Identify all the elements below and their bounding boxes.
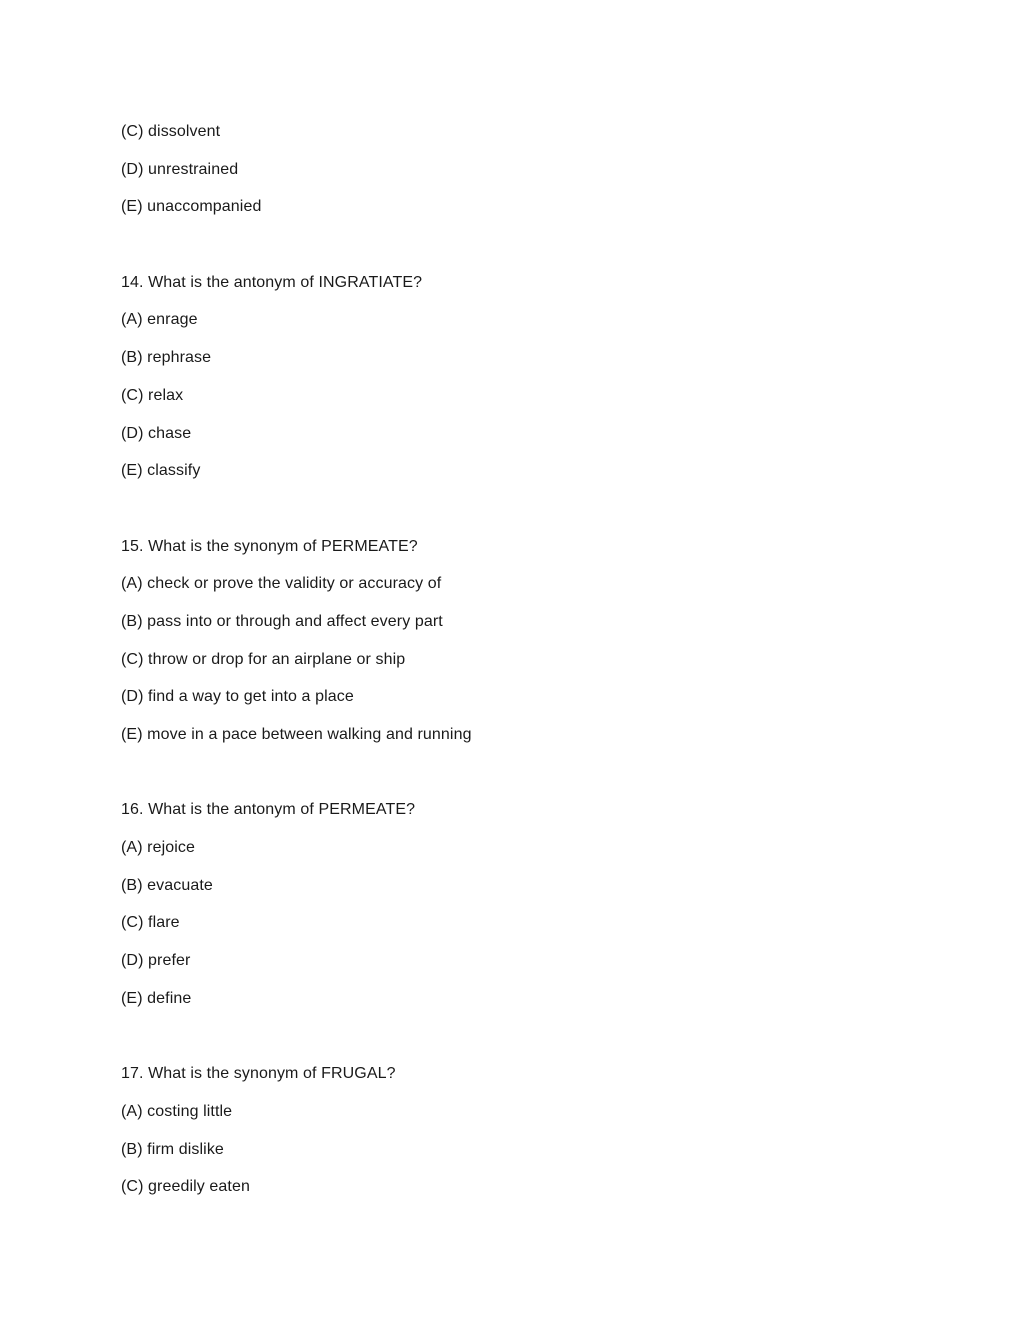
option-line: (C) greedily eaten (121, 1178, 250, 1196)
option-line: (C) throw or drop for an airplane or ship (121, 650, 406, 668)
question-text: 16. What is the antonym of PERMEATE? (121, 801, 416, 819)
option-line: (B) rephrase (121, 349, 212, 367)
option-line: (B) firm dislike (121, 1140, 224, 1158)
option-line: (E) move in a pace between walking and running (121, 726, 472, 743)
block-spacer (121, 761, 941, 799)
option-line: (E) classify (121, 462, 201, 480)
block-spacer (121, 233, 941, 271)
block-spacer (121, 1025, 941, 1063)
option-line: (A) costing little (121, 1102, 233, 1120)
option-line: (D) prefer (121, 952, 191, 970)
option-line: (C) relax (121, 386, 184, 404)
option-line: (B) pass into or through and affect every part (121, 612, 443, 630)
option-line: (A) rejoice (121, 839, 196, 857)
option-line: (D) unrestrained (121, 160, 239, 178)
option-line: (A) enrage (121, 311, 198, 329)
option-line: (B) evacuate (121, 876, 213, 894)
question-block (121, 798, 941, 1010)
question-block (121, 535, 941, 747)
question-text: 15. What is the synonym of PERMEATE? (121, 537, 418, 555)
question-block (121, 271, 941, 483)
question-text: 17. What is the synonym of FRUGAL? (121, 1065, 396, 1083)
question-block (121, 1062, 941, 1199)
option-line: (E) unaccompanied (121, 198, 262, 216)
option-line: (D) chase (121, 424, 192, 442)
question-text: 14. What is the antonym of INGRATIATE? (121, 273, 423, 291)
question-list (121, 120, 941, 1213)
option-line: (C) dissolvent (121, 123, 221, 140)
option-line: (C) flare (121, 914, 180, 932)
option-line: (E) define (121, 989, 192, 1007)
block-spacer (121, 497, 941, 535)
continued-options (121, 120, 941, 219)
option-line: (D) find a way to get into a place (121, 688, 354, 706)
option-line: (A) check or prove the validity or accuracy of (121, 575, 442, 593)
